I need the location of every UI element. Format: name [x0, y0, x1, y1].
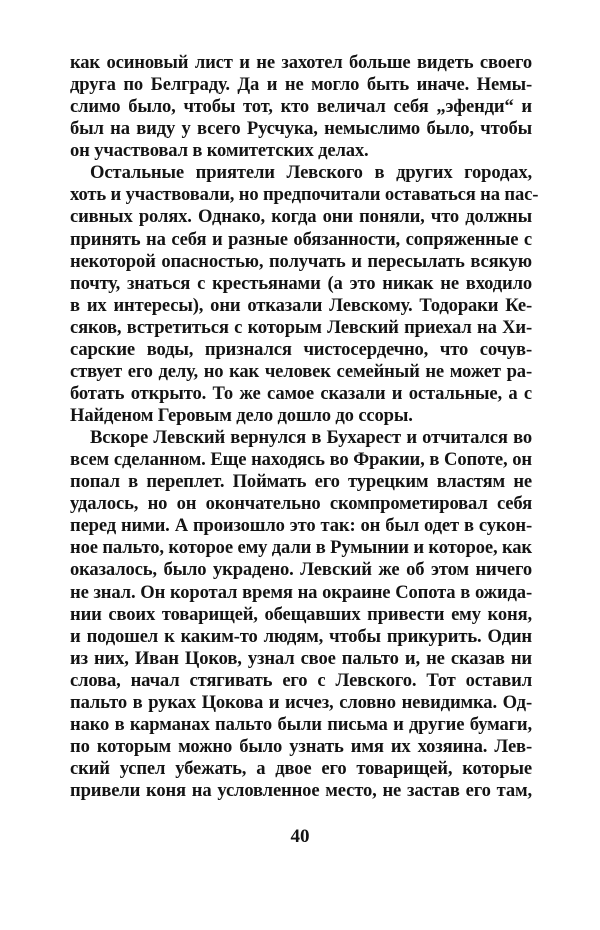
text-line: Вскоре Левский вернулся в Бухарест и отчитался во	[90, 427, 532, 449]
page-body	[70, 52, 539, 802]
text-line: слова, начал стягивать его с Левского. Тот оставил	[70, 669, 532, 691]
text-line: нии своих товарищей, обещавших привести ему коня,	[70, 603, 532, 625]
text-line: сивных ролях. Однако, когда они поняли, что должны	[70, 206, 532, 228]
text-line: пальто в руках Цокова и исчез, словно невидимка. Од-	[70, 691, 532, 713]
text-line: был на виду у всего Русчука, немыслимо было, чтобы	[70, 118, 532, 140]
text-line: ботать открыто. То же самое сказали и остальные, а с	[70, 382, 532, 404]
text-line: в их интересы), они отказали Левскому. Тодораки Ке-	[70, 294, 532, 316]
text-line: как осиновый лист и не захотел больше видеть своего	[70, 52, 532, 73]
paragraph-1	[70, 52, 532, 162]
text-line: не знал. Он коротал время на окраине Сопота в ожида-	[70, 581, 532, 603]
text-line: удалось, но он окончательно скомпрометировал себя	[70, 493, 532, 515]
text-line: друга по Белграду. Да и не могло быть иначе. Немы-	[70, 74, 532, 96]
paragraph-2	[70, 162, 539, 427]
text-line: ский успел убежать, а двое его товарищей, которые	[70, 758, 532, 779]
text-line: Остальные приятели Левского в других городах,	[90, 162, 532, 184]
text-line: всем сделанном. Еще находясь во Фракии, в Сопоте, он	[70, 449, 532, 471]
text-line: ствует его делу, но как человек семейный не может ра-	[70, 360, 532, 382]
text-line: оказалось, было украдено. Левский же об этом ничего	[70, 559, 532, 581]
text-line: почту, знаться с крестьянами (а это никак не входило	[70, 272, 532, 294]
text-line: Найденом Геровым дело дошло до ссоры.	[70, 405, 413, 426]
text-line: сяков, встретиться с которым Левский приехал на Хи-	[70, 316, 532, 338]
text-line: хоть и участвовали, но предпочитали оставаться на пас-	[70, 184, 539, 206]
paragraph-3	[70, 427, 532, 802]
text-line: принять на себя и разные обязанности, сопряженные с	[70, 228, 532, 250]
text-line: привели коня на условленное место, не застав его там,	[70, 780, 532, 802]
text-line: нако в карманах пальто были письма и другие бумаги,	[70, 713, 532, 735]
text-line: перед ними. А произошло это так: он был одет в сукон-	[70, 515, 532, 537]
text-line: и подошел к каким-то людям, чтобы прикурить. Один	[70, 625, 532, 647]
text-line: по которым можно было узнать имя их хозяина. Лев-	[70, 735, 532, 757]
text-line: слимо было, чтобы тот, кто величал себя „эфенди“ и	[70, 96, 532, 118]
text-line: сарские воды, признался чистосердечно, что сочув-	[70, 338, 532, 360]
text-line: некоторой опасностью, получать и пересылать всякую	[70, 250, 532, 272]
text-line: ное пальто, которое ему дали в Румынии и которое, как	[70, 537, 532, 559]
page-number: 40	[290, 826, 310, 847]
text-line: из них, Иван Цоков, узнал свое пальто и, не сказав ни	[70, 647, 532, 669]
text-line: попал в переплет. Поймать его турецким властям не	[70, 471, 532, 493]
text-line: он участвовал в комитетских делах.	[70, 140, 369, 162]
